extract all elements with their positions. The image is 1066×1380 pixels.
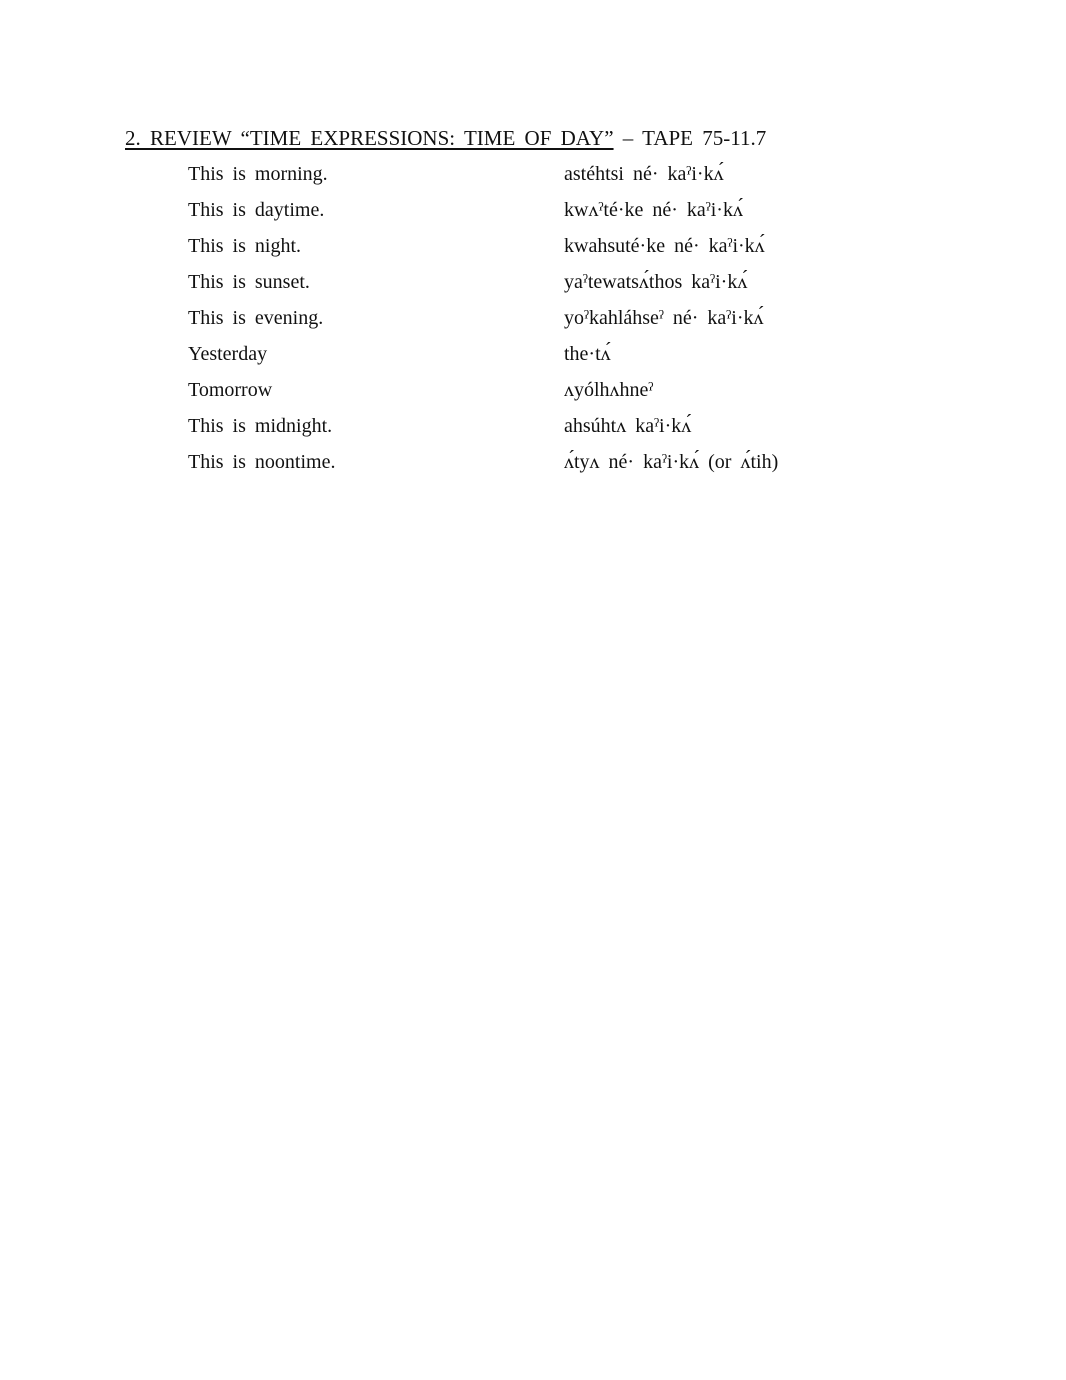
oneida-phrase: kwʌˀté·ke né· kaˀi·kʌ́	[564, 199, 743, 221]
oneida-phrase: ʌ́tyʌ né· kaˀi·kʌ́ (or ʌ́tih)	[564, 451, 779, 473]
vocabulary-row	[188, 233, 1008, 269]
vocabulary-row	[188, 413, 1008, 449]
english-phrase: This is midnight.	[188, 415, 333, 437]
vocabulary-row	[188, 269, 1008, 305]
tape-reference: – TAPE 75-11.7	[613, 126, 767, 150]
vocabulary-row	[188, 341, 1008, 377]
english-phrase: This is noontime.	[188, 451, 336, 473]
english-phrase: This is morning.	[188, 163, 328, 185]
vocabulary-list	[188, 161, 1008, 485]
english-phrase: This is sunset.	[188, 271, 310, 293]
vocabulary-row	[188, 305, 1008, 341]
english-phrase: Yesterday	[188, 343, 268, 365]
english-phrase: Tomorrow	[188, 379, 273, 401]
oneida-phrase: ahsúhtʌ kaˀi·kʌ́	[564, 415, 692, 437]
oneida-phrase: astéhtsi né· kaˀi·kʌ́	[564, 163, 724, 185]
vocabulary-row	[188, 197, 1008, 233]
vocabulary-row	[188, 449, 1008, 485]
oneida-phrase: yoˀkahláhseˀ né· kaˀi·kʌ́	[564, 307, 764, 329]
oneida-phrase: the·tʌ́	[564, 343, 611, 365]
section-heading	[125, 125, 766, 151]
english-phrase: This is daytime.	[188, 199, 325, 221]
english-phrase: This is night.	[188, 235, 302, 257]
section-title: 2. REVIEW “TIME EXPRESSIONS: TIME OF DAY”	[125, 126, 614, 150]
english-phrase: This is evening.	[188, 307, 324, 329]
vocabulary-row	[188, 161, 1008, 197]
oneida-phrase: yaˀtewatsʌ́thos kaˀi·kʌ́	[564, 271, 748, 293]
oneida-phrase: kwahsuté·ke né· kaˀi·kʌ́	[564, 235, 765, 257]
vocabulary-row	[188, 377, 1008, 413]
oneida-phrase: ʌyólhʌhneˀ	[564, 379, 654, 401]
